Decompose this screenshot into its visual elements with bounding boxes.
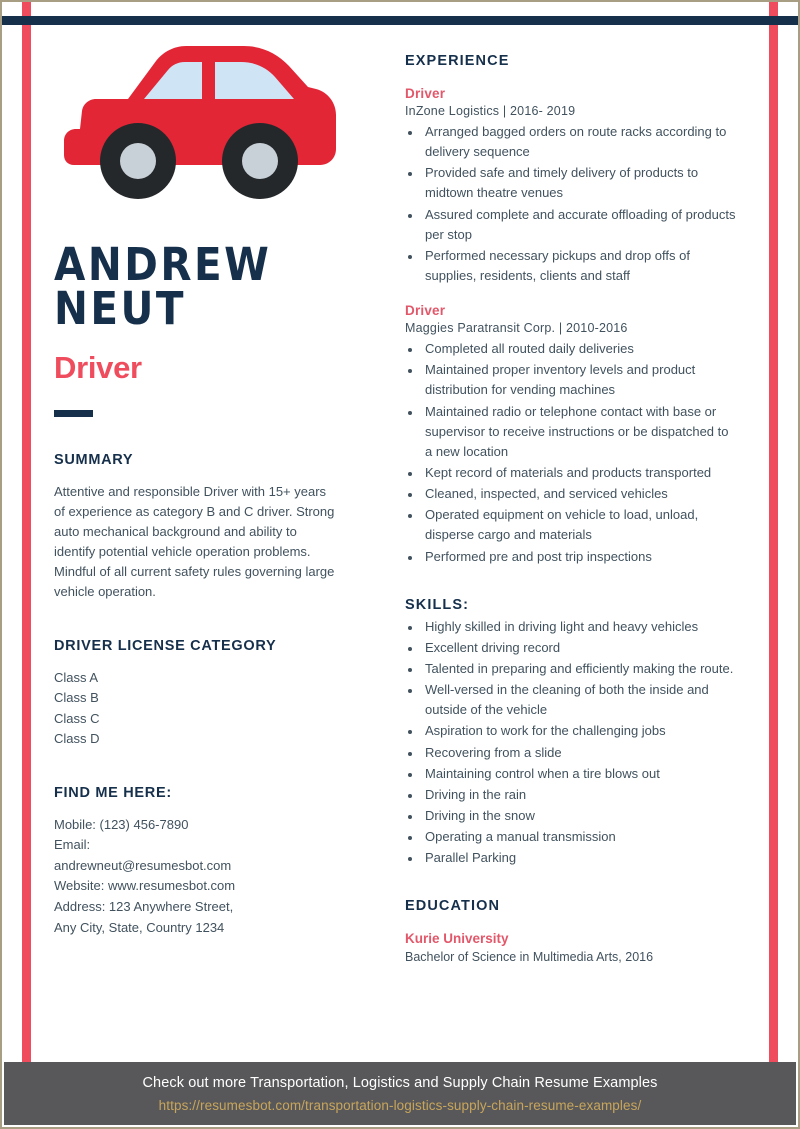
experience-bullet-list [422, 339, 736, 567]
experience-bullet: • Assured complete and accurate offloading of products per stop [422, 205, 736, 245]
skill-item: • Aspiration to work for the challenging jobs [422, 721, 736, 741]
license-heading: DRIVER LICENSE CATEGORY [54, 637, 277, 654]
summary-text: Attentive and responsible Driver with 15+ years of experience as category B and C driver. Strong auto mechanical background and ability to identify potential vehicle operation problems. Mindful of all current safety rules governing large vehicle operation. [54, 484, 335, 600]
skill-item: • Driving in the rain [422, 785, 736, 805]
resume-content [2, 25, 798, 1060]
footer-banner [4, 1062, 796, 1125]
experience-company-dates: Maggies Paratransit Corp. | 2010-2016 [405, 321, 628, 336]
skill-item: • Parallel Parking [422, 848, 736, 868]
left-column [2, 25, 362, 1060]
skill-item: • Talented in preparing and efficiently making the route. [422, 659, 736, 679]
candidate-name [54, 238, 338, 335]
contact-line: Email: [54, 837, 91, 853]
car-hub-rear [242, 143, 278, 179]
experience-bullet: • Completed all routed daily deliveries [422, 339, 736, 359]
right-column [362, 25, 798, 1060]
contact-heading: FIND ME HERE: [54, 784, 172, 801]
skill-item: • Excellent driving record [422, 638, 736, 658]
experience-bullet: • Kept record of materials and products transported [422, 463, 736, 483]
experience-bullet: • Cleaned, inspected, and serviced vehicles [422, 484, 736, 504]
license-class-item: Class C [54, 710, 100, 726]
experience-role: Driver [405, 86, 446, 101]
footer-promo-text: Check out more Transportation, Logistics and Supply Chain Resume Examples [142, 1074, 658, 1091]
contact-line: Any City, State, Country 1234 [54, 919, 225, 935]
contact-details-list [54, 815, 338, 938]
candidate-job-title: Driver [54, 350, 142, 386]
license-class-item: Class B [54, 690, 99, 706]
experience-company-dates: InZone Logistics | 2016- 2019 [405, 104, 576, 118]
skill-item: • Recovering from a slide [422, 743, 736, 763]
experience-bullet: • Maintained proper inventory levels and product distribution for vending machines [422, 360, 736, 400]
title-divider [54, 410, 93, 417]
decorative-top-rule [2, 16, 798, 25]
contact-line: Address: 123 Anywhere Street, [54, 899, 234, 914]
first-name: ANDREW [54, 238, 272, 291]
experience-bullet: • Maintained radio or telephone contact with base or supervisor to receive instructions or be dispatched to a new location [422, 402, 736, 462]
experience-entry [405, 303, 736, 567]
experience-role: Driver [405, 303, 446, 319]
contact-line: Mobile: (123) 456-7890 [54, 816, 189, 832]
education-heading: EDUCATION [405, 898, 501, 915]
car-icon [60, 37, 350, 212]
education-degree: Bachelor of Science in Multimedia Arts, 2016 [405, 950, 654, 965]
contact-line: Website: www.resumesbot.com [54, 878, 236, 894]
footer-url-link[interactable]: https://resumesbot.com/transportation-logistics-supply-chain-resume-examples/ [158, 1097, 642, 1113]
skill-item: • Operating a manual transmission [422, 827, 736, 847]
experience-bullet: • Performed pre and post trip inspections [422, 547, 736, 567]
skills-heading: SKILLS: [405, 596, 470, 613]
skill-item: • Well-versed in the cleaning of both the inside and outside of the vehicle [422, 680, 736, 720]
license-class-list [54, 668, 338, 750]
education-school: Kurie University [405, 931, 509, 947]
contact-line: andrewneut@resumesbot.com [54, 857, 232, 873]
experience-bullet: • Operated equipment on vehicle to load, unload, disperse cargo and materials [422, 505, 736, 545]
experience-bullet: • Provided safe and timely delivery of products to midtown theatre venues [422, 163, 736, 203]
summary-heading: SUMMARY [54, 452, 134, 469]
last-name: NEUT [54, 281, 187, 335]
experience-entry-list [405, 86, 736, 567]
license-class-item: Class D [54, 731, 100, 747]
skill-item: • Driving in the snow [422, 806, 736, 826]
skill-item: • Highly skilled in driving light and heavy vehicles [422, 617, 736, 637]
experience-heading: EXPERIENCE [405, 53, 510, 69]
experience-bullet: • Arranged bagged orders on route racks according to delivery sequence [422, 122, 736, 162]
car-hub-front [120, 143, 156, 179]
car-illustration [60, 37, 338, 217]
experience-entry [405, 86, 736, 286]
skills-list [422, 617, 736, 869]
license-class-item: Class A [54, 669, 99, 685]
experience-bullet: • Performed necessary pickups and drop offs of supplies, residents, clients and staff [422, 246, 736, 286]
decorative-stripe-right [769, 2, 778, 1064]
skill-item: • Maintaining control when a tire blows out [422, 764, 736, 784]
decorative-stripe-left [22, 2, 31, 1064]
experience-bullet-list [422, 122, 736, 286]
